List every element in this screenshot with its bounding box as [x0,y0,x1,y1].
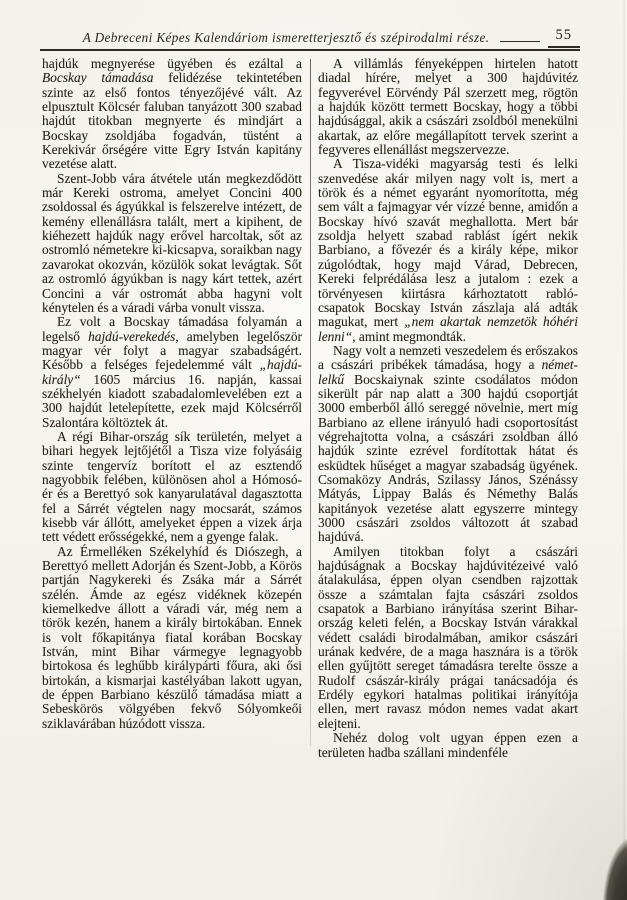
body-text: hajdúk megnyerése ügyében és ezáltal a [42,56,302,71]
running-head [40,0,580,51]
paragraph [318,545,578,731]
emphasized-text: „nem akartak nemzetök hóhéri lenni“ [318,314,578,344]
scan-corner-artifact [603,838,627,900]
two-column-text-block [42,57,581,760]
body-text: Bocskaiynak szinte csodálatos módon sikerült pár nap alatt a 300 hajdú csoportját 3000 emberből álló sereggé növelnie, mert míg Barbiano az ellene irányuló hadi csoportosítást végrehajtotta volna, a császári zsoldban álló hajdúk szinte ezrével fordítottak hátat és esküdtek hűséget a magyar szabadság ügyének. Csomaközy András, Szilassy János, Szénássy Mátyás, Lippay Balás és Némethy Balás kapitányok vezetése alatt egyszerre mintegy 3000 császári zsoldos változott át szabad hajdúvá. [318,371,578,545]
paragraph [318,344,578,545]
body-text: Szent-Jobb vára átvétele után megkezdődött már Kereki ostroma, amelyet Concini 400 zsoldossal és ágyúkkal is felszerelve intézett, de kemény ellenállásra talált, mert a kipihent, de kiéhezett hajdúk nagy erővel harcoltak, sőt az ostromló németekre ki-kicsapva, soraikban nagy zavarokat okozván, közülök sokat levágtak. Sőt az ostromló ágyúkban is nagy kárt tettek, azért Concini a vár ostromát abba hagyni volt kénytelen és a váradi várba vonult vissza. [42,170,302,315]
body-text: 1605 március 16. napján, kassai székhelyén kiadott szabadalomlevelében ezt a 300 hajdút letelepítette, ezek majd Kölcsérről Szalontára költöztek át. [42,371,302,430]
body-text: , amint megmondták. [352,328,467,344]
page-header-title: A Debreceni Képes Kalendáriom ismeretterjesztő és szépirodalmi része. [82,30,490,45]
emphasized-text: „hajdú-király“ [42,357,302,387]
paragraph [42,57,302,172]
emphasized-text: hajdú-verekedés [88,328,176,344]
paragraph [42,172,302,315]
paragraph [318,57,578,157]
paragraph [318,731,578,760]
paragraph [318,157,578,343]
body-text: Amilyen titokban folyt a császári hajdúságnak a Bocskay hajdúvitézeivé való átalakulása, éppen olyan csendben rajzottak össze a számtalan fajta császári zsoldos csapatok a Barbiano irányítása szerint Bihar-ország keleti felén, a Bocskay István várakkal védett családi birodalmában, amikor császári urának kedvére, de a maga hasznára is a török ellen gyűjtött sereget támadásra terelte össze a Rudolf császár-király prágai tanácsadója és Erdély egykori hatalmas politikai irányítója ellen, mert ravasz módon nemes vadat akart elejteni. [318,543,578,731]
paragraph [42,315,302,430]
body-text: felidézése tekintetében szinte az első fontos tényezőjévé vált. Az elpusztult Kölcsér faluban tanyázott 300 szabad hajdút titokban megnyerte és mindjárt a Bocskay zsoldjába fogadván, tüstént a Kerekivár őrségére vitte Egry István kapitány vezetése alatt. [42,70,303,172]
emphasized-text: Bocskay támadása [42,70,154,86]
body-text: , amelyben legelőször magyar vér folyt a magyar szabadságért. Később a felséges fejedelemmé vált [42,328,302,373]
body-text: A régi Bihar-ország sík területén, melyet a bihari hegyek lejtőjétől a Tisza vize folyásáig szinte tengervíz borított el az esztendő nagyobbik felében, különösen ahol a Hómosó-ér és a Berettyó sok kanyarulatával dagasztotta fel a Sárrét végtelen nagy mocsarát, számos kisebb vár állótt, amelyeket éppen a vizek árja tett védett erősségekké, nem a gyenge falak. [42,428,302,545]
right-column [318,57,578,760]
left-column [42,57,302,760]
body-text: Ez volt a Bocskay támadása folyamán a legelső [42,314,302,344]
page-number: 55 [548,27,581,48]
body-text: A villámlás fényeképpen hirtelen hatott diadal hírére, melyet a 300 hajdúvitéz fegyverével Eörvéndy Pál szerzett meg, rögtön a hajdúk között termett Bocskay, hogy a többi hajdúsággal, akik a császári zsoldból menekülni akartak, az előre megállapított tervek szerint a fegyveres ellenállást megszervezze. [318,56,578,158]
paragraph [42,430,302,545]
emphasized-text: német-lelkű [318,357,578,387]
paragraph [42,545,302,731]
body-text: Az Érmelléken Székelyhíd és Diószegh, a Berettyó mellett Adorján és Szent-Jobb, a Körös partján Nagykereki és Zsáka már a Sárrét szélén. Ámde az egész vidéknek közepén kiemelkedve állott a váradi vár, még nem a török kezén, hanem a király birtokában. Ennek is volt főkapitánya fiatal korában Bocskay István, mint Bihar vármegye legnagyobb birtokosa és leghűbb királypárti főura, aki ősi birtokán, a kismarjai kastélyában lakott ugyan, de éppen Barbiano készülő támadása miatt a Sebeskörös völgyében fekvő Sólyomkeői sziklavárában húzódott vissza. [42,543,302,731]
body-text: Nagy volt a nemzeti veszedelem és erőszakos a császári pribékek támadása, hogy a [318,342,578,373]
body-text: Nehéz dolog volt ugyan éppen ezen a területen hadba szállani mindenféle [318,730,578,760]
header-leader-rule [500,41,540,42]
body-text: A Tisza-vidéki magyarság testi és lelki szenvedése akár milyen nagy volt is, mert a török és a német egyaránt nyomorította, még sem vált a fajmagyar vér vízzé benne, amidőn a Bocskay hívó szavát meghallotta. Mert bár zsoldja helyett szabad rablást ígért nekik Barbiano, a fővezér és a király képe, mikor zúgolódtak, hogy majd Várad, Debrecen, Kereki felprédálása lesz a jutalom : ezek a törvényesen kiirtásra kárhoztatott rabló-csapatok Bocskay István zászlaja alá adták magukat, mert [318,156,578,330]
column-divider-rule [310,59,311,746]
page-edge-shadow [622,0,625,900]
